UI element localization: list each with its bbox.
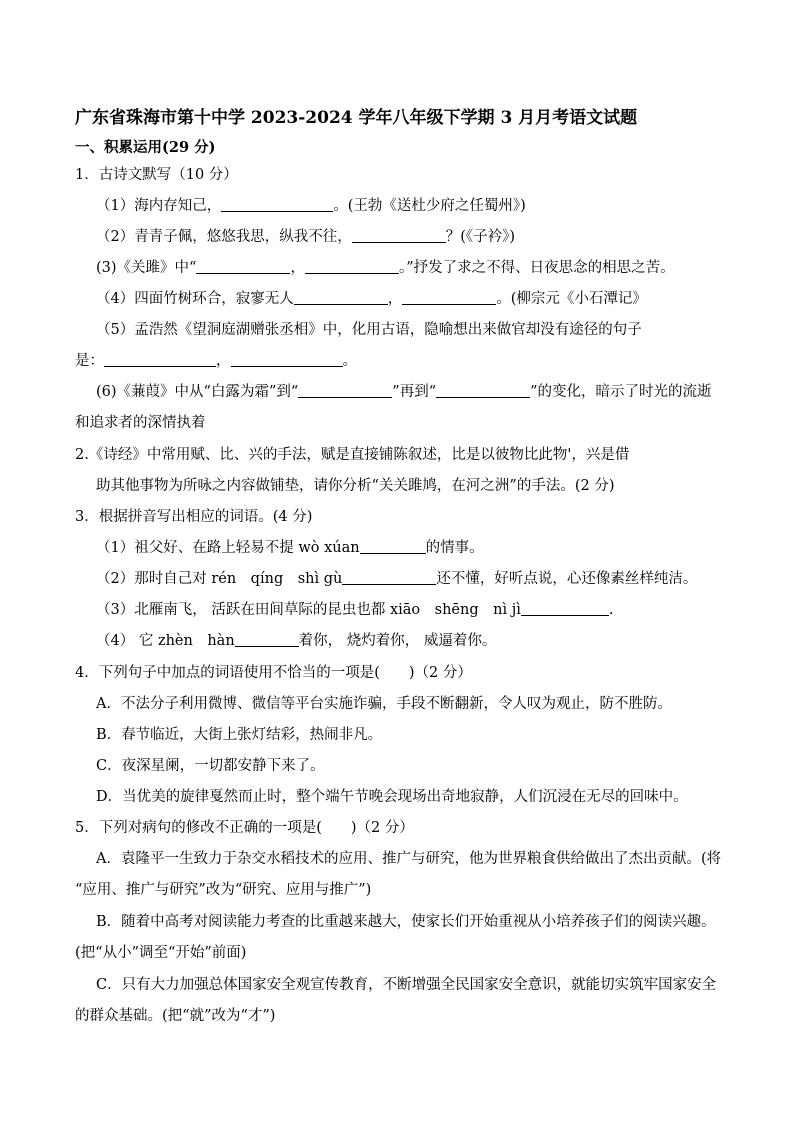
q5-option-b: B．随着中高考对阅读能力考查的比重越来越大，使家长们开始重视从小培养孩子们的阅读兴趣。 [96,914,716,930]
answer-blank[interactable] [104,351,216,367]
section-heading: 一、积累运用(29 分) [75,139,216,156]
q5-option-c-cont: 的群众基础。(把“就”改为“才”) [75,1008,276,1024]
q4-option-a: A．不法分子利用微博、微信等平台实施诈骗，手段不断翻新，令人叹为观止，防不胜防。 [96,696,672,712]
page-title: 广东省珠海市第十中学 2023-2024 学年八年级下学期 3 月月考语文试题 [75,108,638,128]
q1-item-3: (3)《关雎》中“ ， 。”抒发了求之不得、日夜思念的相思之苦。 [96,260,675,276]
q3-item-3: （3）北雁南飞， 活跃在田间草际的昆虫也都 xiāo shēng nì jì . [96,602,614,618]
q4-heading: 4．下列句子中加点的词语使用不恰当的一项是( )（2 分） [75,665,472,681]
q1-item-5-cont: 是： ， 。 [75,353,357,369]
q5-option-b-cont: (把“从小”调至“开始”前面) [75,945,247,961]
q1-heading: 1．古诗文默写（10 分） [75,167,238,183]
q2-line-2: 助其他事物为所咏之内容做铺垫，请你分析“关关雎鸠，在河之洲”的手法。(2 分) [96,478,615,494]
q5-option-c: C．只有大力加强总体国家安全观宣传教育，不断增强全民国家安全意识，就能切实筑牢国家安全 [96,977,717,993]
q3-item-4: （4） 它 zhèn hàn 着你， 烧灼着你， 威逼着你。 [96,633,497,649]
answer-blank[interactable] [305,258,399,274]
answer-blank[interactable] [196,258,290,274]
q5-option-a: A．袁隆平一生致力于杂交水稻技术的应用、推广与研究，他为世界粮食供给做出了杰出贡献。(将 [96,851,722,867]
answer-blank[interactable] [235,631,299,647]
q1-item-2: （2）青青子佩，悠悠我思，纵我不往， ？(《子衿》) [96,229,516,245]
q1-item-1: （1）海内存知己， 。(王勃《送杜少府之任蜀州》) [96,198,526,214]
answer-blank[interactable] [352,227,446,243]
answer-blank[interactable] [521,600,609,616]
answer-blank[interactable] [360,538,426,554]
q4-option-d: D．当优美的旋律戛然而止时，整个端午节晚会现场出奇地寂静，人们沉浸在无尽的回味中。 [96,789,688,805]
q5-option-a-cont: “应用、推广与研究”改为“研究、应用与推广”) [75,882,372,898]
answer-blank[interactable] [436,382,530,398]
answer-blank[interactable] [298,382,392,398]
q1-item-6: (6)《蒹葭》中从“白露为霜”到“ ”再到“ ”的变化，暗示了时光的流逝 [96,384,712,400]
q1-item-6-cont: 和追求者的深情执着 [75,415,206,431]
q2-line-1: 2.《诗经》中常用赋、比、兴的手法，赋是直接铺陈叙述，比是以彼物比此物'，兴是借 [75,447,630,463]
q3-item-1: （1）祖父好、在路上轻易不提 wò xúan 的情事。 [96,540,484,556]
answer-blank[interactable] [342,569,436,585]
q1-item-5: （5）孟浩然《望洞庭湖赠张丞相》中，化用古语，隐喻想出来做官却没有途径的句子 [96,322,642,338]
q5-heading: 5．下列对病句的修改不正确的一项是( )（2 分） [75,820,414,836]
q1-item-4: （4）四面竹树环合，寂寥无人 ， 。(柳宗元《小石潭记》 [96,291,647,307]
answer-blank[interactable] [402,289,496,305]
q4-option-b: B．春节临近，大街上张灯结彩，热闹非凡。 [96,727,383,743]
q3-heading: 3．根据拼音写出相应的词语。(4 分) [75,509,313,525]
q3-item-2: （2）那时自己对 rén qíng shì gù 还不懂，好听点说，心还像素丝样纯洁。 [96,571,698,587]
q4-option-c: C．夜深星阑，一切都安静下来了。 [96,758,325,774]
answer-blank[interactable] [221,196,333,212]
answer-blank[interactable] [231,351,343,367]
answer-blank[interactable] [294,289,388,305]
